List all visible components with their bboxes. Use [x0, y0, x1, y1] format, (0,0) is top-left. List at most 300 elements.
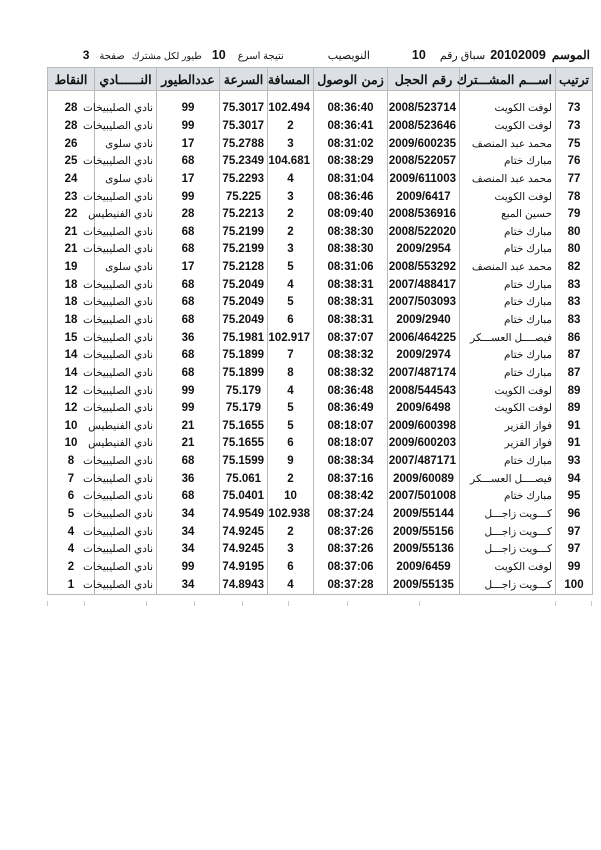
col-ring-header: رقم الحجل	[388, 68, 460, 91]
bottom-guide-ticks	[47, 601, 592, 607]
cell-rank: 87	[556, 365, 593, 383]
cell-speed: 75.2049	[220, 276, 268, 294]
fastest-count: 10	[211, 48, 226, 62]
cell-speed: 75.1655	[220, 435, 268, 453]
cell-distance: 2	[268, 206, 314, 224]
cell-club: نادي الصليبيخات	[95, 523, 157, 541]
col-points-header: النقاط	[48, 68, 95, 91]
cell-club: نادي الصليبيخات	[95, 153, 157, 171]
cell-birds-count: 68	[157, 276, 220, 294]
cell-birds-count: 68	[157, 153, 220, 171]
cell-speed: 75.179	[220, 382, 268, 400]
guide-tick	[591, 601, 592, 606]
cell-rank: 99	[556, 559, 593, 577]
cell-rank: 86	[556, 329, 593, 347]
cell-participant-name: محمد عبد المنصف	[460, 259, 556, 277]
cell-club: نادي سلوى	[95, 135, 157, 153]
cell-speed: 75.1899	[220, 365, 268, 383]
cell-participant-name: مبارك ختام	[460, 276, 556, 294]
cell-ring-number: 2008/553292	[388, 259, 460, 277]
cell-arrival-time: 08:38:29	[314, 153, 388, 171]
table-row	[48, 418, 593, 436]
cell-birds-count: 17	[157, 135, 220, 153]
cell-ring-number: 2009/6498	[388, 400, 460, 418]
cell-rank: 94	[556, 470, 593, 488]
results-table	[47, 67, 593, 595]
table-row	[48, 223, 593, 241]
cell-rank: 76	[556, 153, 593, 171]
cell-distance: 102.917	[268, 329, 314, 347]
table-row	[48, 171, 593, 189]
cell-birds-count: 28	[157, 206, 220, 224]
cell-ring-number: 2009/600235	[388, 135, 460, 153]
cell-distance: 102.494	[268, 100, 314, 118]
cell-club: نادي سلوى	[95, 259, 157, 277]
cell-participant-name: لوفت الكويت	[460, 100, 556, 118]
cell-distance: 104.681	[268, 153, 314, 171]
table-row	[48, 559, 593, 577]
table-row	[48, 506, 593, 524]
cell-participant-name: مبارك ختام	[460, 347, 556, 365]
cell-birds-count: 99	[157, 100, 220, 118]
cell-distance: 9	[268, 453, 314, 471]
cell-club: نادي الصليبيخات	[95, 488, 157, 506]
cell-participant-name: محمد عبد المنصف	[460, 135, 556, 153]
table-row	[48, 435, 593, 453]
cell-ring-number: 2009/600203	[388, 435, 460, 453]
cell-participant-name: لوفت الكويت	[460, 188, 556, 206]
cell-ring-number: 2008/522020	[388, 223, 460, 241]
table-row	[48, 312, 593, 330]
cell-birds-count: 68	[157, 223, 220, 241]
cell-rank: 83	[556, 312, 593, 330]
cell-club: نادي الصليبيخات	[95, 100, 157, 118]
cell-ring-number: 2009/55135	[388, 576, 460, 594]
cell-distance: 5	[268, 259, 314, 277]
cell-rank: 78	[556, 188, 593, 206]
table-row	[48, 382, 593, 400]
spacer-cell	[314, 91, 388, 101]
cell-points: 2	[48, 559, 95, 577]
cell-ring-number: 2008/522057	[388, 153, 460, 171]
cell-speed: 75.2199	[220, 241, 268, 259]
table-row	[48, 347, 593, 365]
cell-birds-count: 17	[157, 259, 220, 277]
cell-rank: 73	[556, 100, 593, 118]
cell-club: نادي الصليبيخات	[95, 223, 157, 241]
table-row	[48, 329, 593, 347]
cell-club: نادي الصليبيخات	[95, 470, 157, 488]
cell-participant-name: كـــويت زاجـــل	[460, 541, 556, 559]
cell-ring-number: 2007/501008	[388, 488, 460, 506]
cell-arrival-time: 08:31:02	[314, 135, 388, 153]
race-number: 10	[411, 48, 426, 62]
cell-participant-name: مبارك ختام	[460, 294, 556, 312]
cell-rank: 91	[556, 435, 593, 453]
cell-distance: 2	[268, 523, 314, 541]
cell-distance: 5	[268, 294, 314, 312]
cell-arrival-time: 08:38:32	[314, 347, 388, 365]
cell-birds-count: 21	[157, 435, 220, 453]
cell-points: 21	[48, 241, 95, 259]
cell-arrival-time: 08:37:07	[314, 329, 388, 347]
table-row	[48, 400, 593, 418]
cell-birds-count: 99	[157, 188, 220, 206]
cell-ring-number: 2009/60089	[388, 470, 460, 488]
cell-participant-name: مبارك ختام	[460, 312, 556, 330]
cell-arrival-time: 08:36:46	[314, 188, 388, 206]
cell-rank: 100	[556, 576, 593, 594]
table-row	[48, 100, 593, 118]
table-row	[48, 541, 593, 559]
cell-rank: 83	[556, 276, 593, 294]
birds-per-participant-label: طيور لكل مشترك	[131, 51, 202, 62]
cell-arrival-time: 08:36:40	[314, 100, 388, 118]
cell-participant-name: مبارك ختام	[460, 365, 556, 383]
cell-speed: 75.179	[220, 400, 268, 418]
cell-points: 4	[48, 523, 95, 541]
cell-participant-name: مبارك ختام	[460, 223, 556, 241]
race-location: النويصيب	[327, 50, 370, 62]
table-row	[48, 294, 593, 312]
cell-rank: 82	[556, 259, 593, 277]
cell-birds-count: 99	[157, 382, 220, 400]
cell-ring-number: 2009/55156	[388, 523, 460, 541]
cell-rank: 97	[556, 523, 593, 541]
cell-birds-count: 21	[157, 418, 220, 436]
cell-points: 14	[48, 365, 95, 383]
cell-birds-count: 68	[157, 365, 220, 383]
cell-arrival-time: 08:37:16	[314, 470, 388, 488]
cell-participant-name: مبارك ختام	[460, 241, 556, 259]
cell-arrival-time: 08:18:07	[314, 418, 388, 436]
cell-ring-number: 2008/523714	[388, 100, 460, 118]
cell-points: 10	[48, 435, 95, 453]
cell-participant-name: فواز القزير	[460, 418, 556, 436]
cell-rank: 80	[556, 223, 593, 241]
cell-points: 6	[48, 488, 95, 506]
cell-speed: 75.3017	[220, 118, 268, 136]
spacer-cell	[556, 91, 593, 101]
cell-participant-name: كـــويت زاجـــل	[460, 523, 556, 541]
cell-arrival-time: 08:36:49	[314, 400, 388, 418]
header-spacer-row	[48, 91, 593, 101]
cell-points: 12	[48, 400, 95, 418]
col-name-header: اســـم المشـــترك	[460, 68, 556, 91]
cell-points: 8	[48, 453, 95, 471]
page-number: 3	[82, 48, 90, 62]
guide-tick	[146, 601, 147, 606]
season-label: الموسم	[551, 48, 590, 62]
cell-speed: 75.2049	[220, 312, 268, 330]
cell-distance: 102.938	[268, 506, 314, 524]
cell-distance: 5	[268, 418, 314, 436]
cell-points: 21	[48, 223, 95, 241]
race-label: سباق رقم	[439, 50, 486, 62]
table-body	[48, 100, 593, 594]
cell-ring-number: 2006/464225	[388, 329, 460, 347]
cell-birds-count: 36	[157, 470, 220, 488]
col-time-header: زمن الوصول	[314, 68, 388, 91]
cell-speed: 74.9245	[220, 523, 268, 541]
cell-distance: 2	[268, 223, 314, 241]
guide-tick	[84, 601, 85, 606]
cell-points: 12	[48, 382, 95, 400]
cell-rank: 87	[556, 347, 593, 365]
cell-ring-number: 2007/487174	[388, 365, 460, 383]
cell-distance: 3	[268, 188, 314, 206]
cell-club: نادي الصليبيخات	[95, 329, 157, 347]
cell-arrival-time: 08:36:48	[314, 382, 388, 400]
cell-birds-count: 34	[157, 523, 220, 541]
cell-distance: 3	[268, 135, 314, 153]
cell-participant-name: لوفت الكويت	[460, 400, 556, 418]
cell-speed: 74.9549	[220, 506, 268, 524]
spacer-cell	[95, 91, 157, 101]
table-row	[48, 576, 593, 594]
cell-distance: 4	[268, 276, 314, 294]
cell-club: نادي الفنيطيس	[95, 418, 157, 436]
cell-ring-number: 2009/2940	[388, 312, 460, 330]
cell-ring-number: 2009/6417	[388, 188, 460, 206]
cell-rank: 75	[556, 135, 593, 153]
cell-arrival-time: 08:36:41	[314, 118, 388, 136]
cell-ring-number: 2007/487171	[388, 453, 460, 471]
cell-points: 14	[48, 347, 95, 365]
cell-ring-number: 2008/544543	[388, 382, 460, 400]
cell-speed: 74.8943	[220, 576, 268, 594]
guide-tick	[347, 601, 348, 606]
cell-birds-count: 34	[157, 506, 220, 524]
table-header-row	[48, 68, 593, 91]
cell-club: نادي الصليبيخات	[95, 241, 157, 259]
cell-distance: 3	[268, 241, 314, 259]
cell-club: نادي الصليبيخات	[95, 576, 157, 594]
cell-ring-number: 2007/503093	[388, 294, 460, 312]
cell-birds-count: 34	[157, 541, 220, 559]
cell-distance: 6	[268, 435, 314, 453]
cell-rank: 83	[556, 294, 593, 312]
cell-ring-number: 2009/2954	[388, 241, 460, 259]
spacer-cell	[388, 91, 460, 101]
cell-speed: 75.1981	[220, 329, 268, 347]
cell-ring-number: 2009/600398	[388, 418, 460, 436]
cell-birds-count: 17	[157, 171, 220, 189]
col-birds-header: عددالطيور	[157, 68, 220, 91]
table-row	[48, 276, 593, 294]
cell-rank: 91	[556, 418, 593, 436]
table-row	[48, 470, 593, 488]
cell-club: نادي الصليبيخات	[95, 347, 157, 365]
spacer-cell	[157, 91, 220, 101]
table-row	[48, 241, 593, 259]
cell-birds-count: 99	[157, 559, 220, 577]
cell-distance: 4	[268, 576, 314, 594]
cell-club: نادي الصليبيخات	[95, 559, 157, 577]
cell-birds-count: 68	[157, 312, 220, 330]
cell-ring-number: 2008/523646	[388, 118, 460, 136]
cell-arrival-time: 08:38:31	[314, 276, 388, 294]
cell-distance: 2	[268, 118, 314, 136]
cell-rank: 77	[556, 171, 593, 189]
cell-participant-name: مبارك ختام	[460, 488, 556, 506]
cell-distance: 2	[268, 470, 314, 488]
cell-birds-count: 36	[157, 329, 220, 347]
cell-participant-name: لوفت الكويت	[460, 382, 556, 400]
cell-participant-name: كـــويت زاجـــل	[460, 506, 556, 524]
cell-arrival-time: 08:38:32	[314, 365, 388, 383]
table-row	[48, 153, 593, 171]
cell-speed: 74.9195	[220, 559, 268, 577]
cell-ring-number: 2009/55136	[388, 541, 460, 559]
cell-birds-count: 99	[157, 118, 220, 136]
cell-points: 18	[48, 312, 95, 330]
cell-club: نادي الصليبيخات	[95, 400, 157, 418]
table-row	[48, 259, 593, 277]
cell-arrival-time: 08:37:24	[314, 506, 388, 524]
cell-club: نادي الصليبيخات	[95, 453, 157, 471]
cell-participant-name: مبارك ختام	[460, 153, 556, 171]
cell-birds-count: 68	[157, 453, 220, 471]
table-row	[48, 523, 593, 541]
cell-arrival-time: 08:38:42	[314, 488, 388, 506]
cell-arrival-time: 08:09:40	[314, 206, 388, 224]
cell-rank: 93	[556, 453, 593, 471]
cell-speed: 74.9245	[220, 541, 268, 559]
cell-rank: 95	[556, 488, 593, 506]
cell-points: 24	[48, 171, 95, 189]
cell-rank: 97	[556, 541, 593, 559]
cell-speed: 75.225	[220, 188, 268, 206]
guide-tick	[419, 601, 420, 606]
cell-rank: 73	[556, 118, 593, 136]
result-label: نتيجة اسرع	[237, 51, 284, 62]
cell-club: نادي سلوى	[95, 171, 157, 189]
col-rank-header: ترتيب	[556, 68, 593, 91]
cell-arrival-time: 08:38:31	[314, 294, 388, 312]
cell-distance: 5	[268, 400, 314, 418]
cell-points: 7	[48, 470, 95, 488]
cell-speed: 75.1599	[220, 453, 268, 471]
cell-arrival-time: 08:38:31	[314, 312, 388, 330]
cell-participant-name: مبارك ختام	[460, 453, 556, 471]
cell-distance: 3	[268, 541, 314, 559]
cell-participant-name: فواز القزير	[460, 435, 556, 453]
cell-speed: 75.061	[220, 470, 268, 488]
cell-speed: 75.1655	[220, 418, 268, 436]
col-distance-header: المسافة	[268, 68, 314, 91]
cell-club: نادي الصليبيخات	[95, 382, 157, 400]
cell-participant-name: كـــويت زاجـــل	[460, 576, 556, 594]
cell-club: نادي الصليبيخات	[95, 276, 157, 294]
cell-points: 15	[48, 329, 95, 347]
cell-arrival-time: 08:38:34	[314, 453, 388, 471]
cell-club: نادي الصليبيخات	[95, 365, 157, 383]
cell-birds-count: 68	[157, 241, 220, 259]
cell-speed: 75.2199	[220, 223, 268, 241]
col-speed-header: السرعة	[220, 68, 268, 91]
cell-points: 22	[48, 206, 95, 224]
cell-distance: 8	[268, 365, 314, 383]
cell-rank: 89	[556, 382, 593, 400]
page-label: صفحة	[99, 51, 125, 62]
cell-speed: 75.2049	[220, 294, 268, 312]
table-row	[48, 118, 593, 136]
cell-speed: 75.3017	[220, 100, 268, 118]
cell-ring-number: 2009/55144	[388, 506, 460, 524]
spacer-cell	[48, 91, 95, 101]
cell-ring-number: 2008/536916	[388, 206, 460, 224]
cell-points: 5	[48, 506, 95, 524]
cell-ring-number: 2007/488417	[388, 276, 460, 294]
cell-arrival-time: 08:37:28	[314, 576, 388, 594]
guide-tick	[288, 601, 289, 606]
cell-club: نادي الصليبيخات	[95, 506, 157, 524]
guide-tick	[47, 601, 48, 606]
cell-arrival-time: 08:31:06	[314, 259, 388, 277]
cell-points: 18	[48, 276, 95, 294]
cell-participant-name: فيصــــل العســـكر	[460, 470, 556, 488]
cell-distance: 6	[268, 312, 314, 330]
spacer-cell	[460, 91, 556, 101]
cell-points: 28	[48, 100, 95, 118]
cell-club: نادي الصليبيخات	[95, 294, 157, 312]
guide-tick	[242, 601, 243, 606]
cell-distance: 10	[268, 488, 314, 506]
cell-points: 23	[48, 188, 95, 206]
cell-birds-count: 68	[157, 488, 220, 506]
cell-participant-name: حسين المبع	[460, 206, 556, 224]
cell-speed: 75.2128	[220, 259, 268, 277]
table-row	[48, 453, 593, 471]
cell-arrival-time: 08:37:26	[314, 541, 388, 559]
cell-points: 4	[48, 541, 95, 559]
cell-club: نادي الصليبيخات	[95, 188, 157, 206]
cell-points: 19	[48, 259, 95, 277]
cell-speed: 75.2349	[220, 153, 268, 171]
cell-club: نادي الفنيطيس	[95, 206, 157, 224]
cell-arrival-time: 08:38:30	[314, 241, 388, 259]
cell-participant-name: لوفت الكويت	[460, 118, 556, 136]
table-row	[48, 206, 593, 224]
cell-points: 28	[48, 118, 95, 136]
cell-rank: 96	[556, 506, 593, 524]
table-row	[48, 188, 593, 206]
cell-rank: 89	[556, 400, 593, 418]
report-header	[44, 46, 590, 64]
cell-ring-number: 2009/2974	[388, 347, 460, 365]
cell-club: نادي الصليبيخات	[95, 541, 157, 559]
cell-participant-name: محمد عبد المنصف	[460, 171, 556, 189]
cell-birds-count: 34	[157, 576, 220, 594]
cell-arrival-time: 08:37:26	[314, 523, 388, 541]
cell-birds-count: 99	[157, 400, 220, 418]
cell-distance: 4	[268, 382, 314, 400]
table-row	[48, 135, 593, 153]
cell-points: 25	[48, 153, 95, 171]
guide-tick	[555, 601, 556, 606]
cell-club: نادي الصليبيخات	[95, 312, 157, 330]
cell-points: 26	[48, 135, 95, 153]
guide-tick	[194, 601, 195, 606]
cell-distance: 6	[268, 559, 314, 577]
cell-club: نادي الصليبيخات	[95, 118, 157, 136]
cell-rank: 79	[556, 206, 593, 224]
cell-club: نادي الفنيطيس	[95, 435, 157, 453]
cell-birds-count: 68	[157, 347, 220, 365]
cell-points: 10	[48, 418, 95, 436]
cell-arrival-time: 08:38:30	[314, 223, 388, 241]
